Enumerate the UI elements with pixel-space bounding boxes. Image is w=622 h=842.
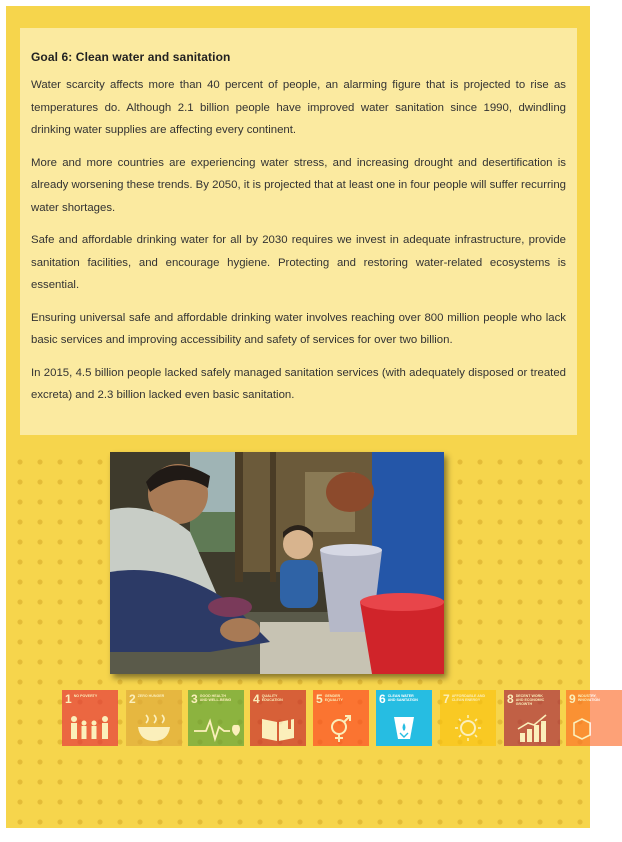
sdg-tile-9 bbox=[566, 690, 622, 746]
sun-icon bbox=[440, 713, 496, 743]
water-glass-icon bbox=[376, 713, 432, 743]
tile-number: 9 bbox=[569, 692, 576, 706]
tile-label: CLEAN WATER AND SANITATION bbox=[387, 694, 418, 702]
paragraph-5: In 2015, 4.5 billion people lacked safely managed sanitation services (with adequately disposed or treated excreta) and 2.3 billion lacked even basic sanitation. bbox=[31, 366, 566, 401]
tile-number: 5 bbox=[316, 692, 323, 706]
sdg-tile-7 bbox=[440, 690, 496, 746]
gender-icon bbox=[313, 713, 369, 743]
tile-label: QUALITY EDUCATION bbox=[261, 694, 283, 702]
tile-number: 4 bbox=[253, 692, 260, 706]
goal-title: Goal 6: Clean water and sanitation bbox=[31, 50, 231, 64]
sdg-tile-4 bbox=[250, 690, 306, 746]
family-icon bbox=[62, 713, 118, 743]
goal-text-box bbox=[20, 28, 577, 435]
tile-number: 6 bbox=[379, 692, 386, 706]
sdg-tile-2 bbox=[126, 690, 182, 746]
tile-number: 1 bbox=[65, 692, 72, 706]
sdg-tile-8 bbox=[504, 690, 560, 746]
growth-chart-icon bbox=[504, 713, 560, 743]
tile-label: NO POVERTY bbox=[73, 694, 98, 698]
tile-label: INDUSTRY, INNOVATION bbox=[577, 694, 600, 702]
tile-number: 3 bbox=[191, 692, 198, 706]
tile-number: 7 bbox=[443, 692, 450, 706]
tile-label: GENDER EQUALITY bbox=[324, 694, 343, 702]
heartbeat-icon bbox=[188, 713, 244, 743]
sdg-tile-5 bbox=[313, 690, 369, 746]
tile-number: 8 bbox=[507, 692, 514, 706]
tile-number: 2 bbox=[129, 692, 136, 706]
photo-man-and-child-washing bbox=[110, 452, 444, 674]
sdg-tile-3 bbox=[188, 690, 244, 746]
tile-label: ZERO HUNGER bbox=[137, 694, 165, 698]
sdg-icons-strip bbox=[56, 690, 600, 750]
cube-icon bbox=[566, 713, 622, 743]
tile-label: AFFORDABLE AND CLEAN ENERGY bbox=[451, 694, 486, 702]
bowl-icon bbox=[126, 713, 182, 743]
sdg-tile-6-active bbox=[376, 690, 432, 746]
sdg-tile-1 bbox=[62, 690, 118, 746]
paragraph-4: Ensuring universal safe and affordable drinking water involves reaching over 800 million people who lack basic services and improving accessibility and safety of services for over two billion. bbox=[31, 311, 566, 346]
paragraph-3: Safe and affordable drinking water for all by 2030 requires we invest in adequate infrastructure, provide sanitation facilities, and encourage hygiene. Protecting and restoring water-related ecosystems is essential. bbox=[31, 234, 566, 291]
tile-label: DECENT WORK AND ECONOMIC GROWTH bbox=[515, 694, 545, 706]
paragraph-2: More and more countries are experiencing water stress, and increasing drought and desertification is already worsening these trends. By 2050, it is projected that at least one in four people will suffer recurring water shortages. bbox=[31, 156, 566, 214]
paragraph-1: Water scarcity affects more than 40 percent of people, an alarming figure that is projected to rise as temperatures do. Although 2.1 billion people have improved water sanitation since 1990, dwindling drinking water supplies are affecting every continent. bbox=[31, 79, 566, 136]
tile-label: GOOD HEALTH AND WELL-BEING bbox=[199, 694, 232, 702]
book-icon bbox=[250, 713, 306, 743]
